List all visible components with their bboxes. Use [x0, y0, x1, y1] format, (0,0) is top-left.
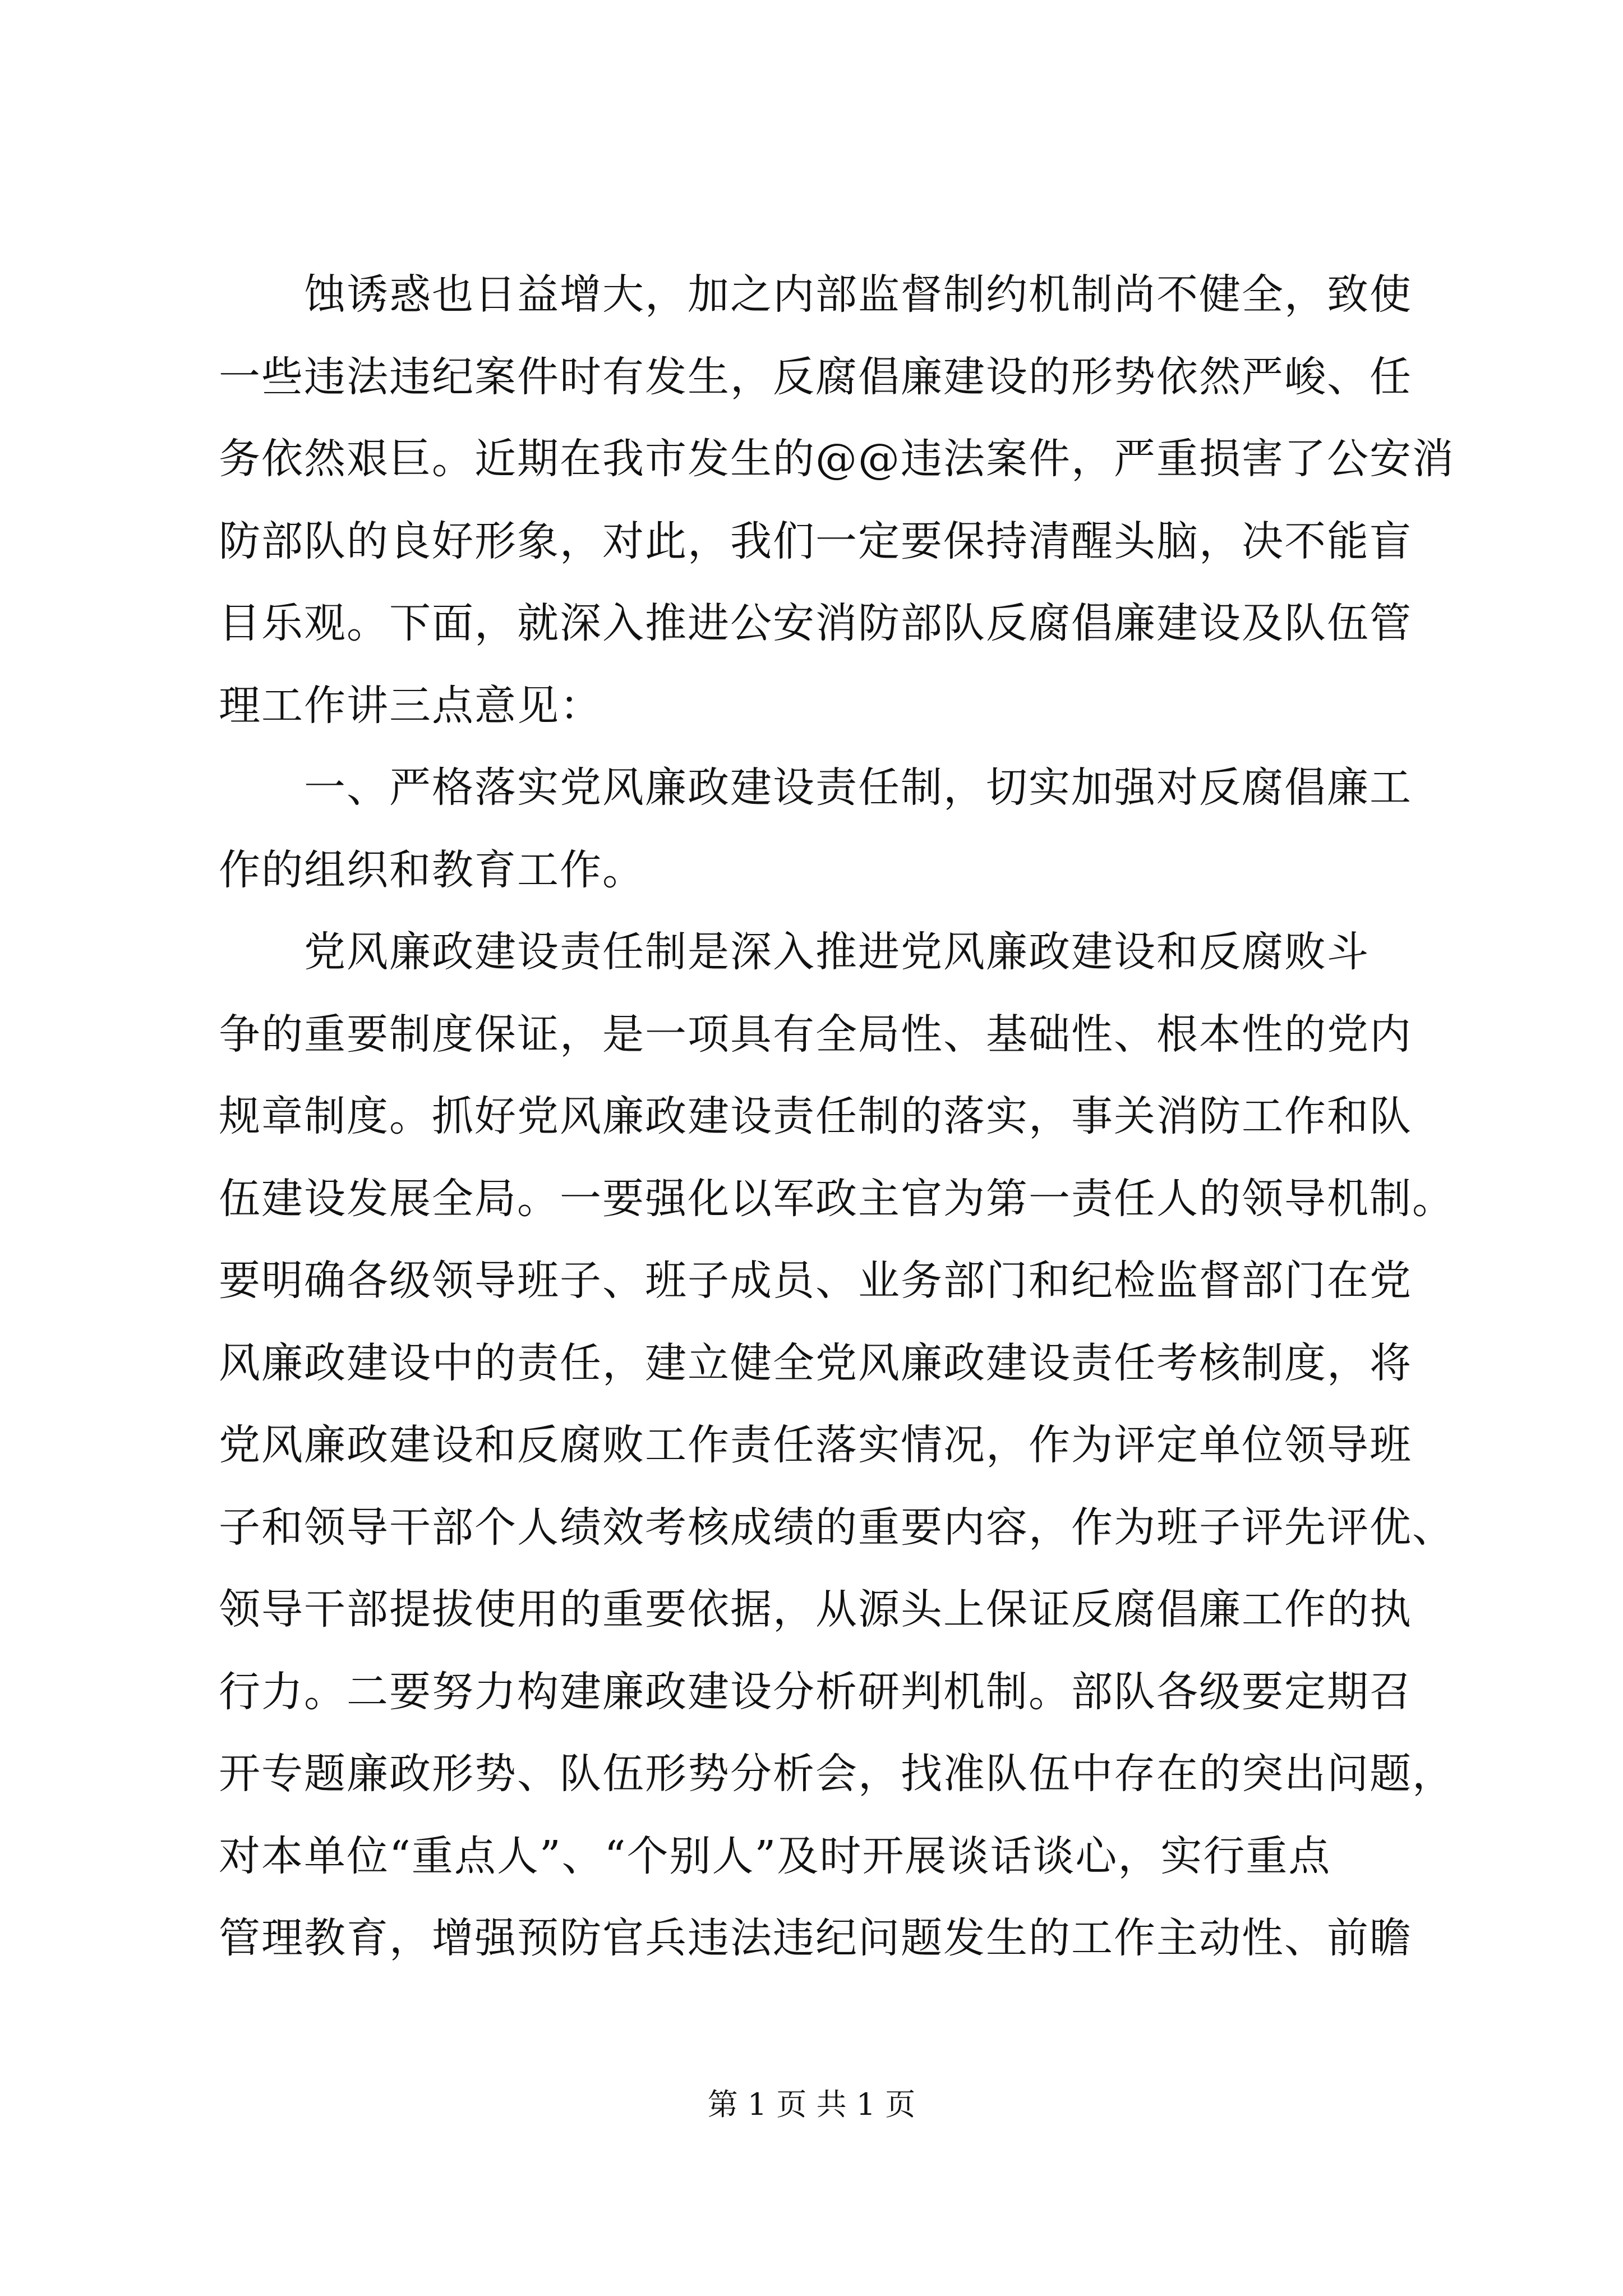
- text-line: 开专题廉政形势、队伍形势分析会，找准队伍中存在的突出问题，: [219, 1750, 1455, 1798]
- text-line: 规章制度。抓好党风廉政建设责任制的落实，事关消防工作和队: [219, 1092, 1412, 1140]
- text-line: 蚀诱惑也日益增大，加之内部监督制约机制尚不健全，致使: [219, 270, 1412, 319]
- page-footer: [0, 2082, 1623, 2127]
- text-line: 要明确各级领导班子、班子成员、业务部门和纪检监督部门在党: [219, 1257, 1412, 1305]
- section-heading-line: 作的组织和教育工作。: [219, 845, 645, 894]
- text-line: 党风廉政建设和反腐败工作责任落实情况，作为评定单位领导班: [219, 1421, 1412, 1469]
- text-line: 领导干部提拔使用的重要依据，从源头上保证反腐倡廉工作的执: [219, 1585, 1412, 1634]
- text-line: 管理教育，增强预防官兵违法违纪问题发生的工作主动性、前瞻: [219, 1914, 1412, 1962]
- text-line: 行力。二要努力构建廉政建设分析研判机制。部队各级要定期召: [219, 1667, 1412, 1716]
- text-line: 风廉政建设中的责任，建立健全党风廉政建设责任考核制度，将: [219, 1338, 1412, 1387]
- text-line: 目乐观。下面，就深入推进公安消防部队反腐倡廉建设及队伍管: [219, 599, 1412, 647]
- document-body: [219, 254, 1455, 1980]
- text-line: 防部队的良好形象，对此，我们一定要保持清醒头脑，决不能盲: [219, 517, 1412, 565]
- text-line: 子和领导干部个人绩效考核成绩的重要内容，作为班子评先评优、: [219, 1503, 1455, 1552]
- text-line: 争的重要制度保证，是一项具有全局性、基础性、根本性的党内: [219, 1010, 1412, 1059]
- text-line: 伍建设发展全局。一要强化以军政主官为第一责任人的领导机制。: [219, 1174, 1455, 1223]
- section-heading-line: 一、严格落实党风廉政建设责任制，切实加强对反腐倡廉工: [219, 763, 1412, 812]
- text-line: 对本单位“重点人”、“个别人”及时开展谈话谈心，实行重点: [219, 1832, 1331, 1880]
- text-line: 一些违法违纪案件时有发生，反腐倡廉建设的形势依然严峻、任: [219, 352, 1412, 401]
- text-line: 党风廉政建设责任制是深入推进党风廉政建设和反腐败斗: [219, 928, 1370, 976]
- page-number: 第 1 页 共 1 页: [707, 2087, 916, 2122]
- text-line: 理工作讲三点意见：: [219, 681, 602, 730]
- text-line: 务依然艰巨。近期在我市发生的@@违法案件，严重损害了公安消: [219, 435, 1455, 483]
